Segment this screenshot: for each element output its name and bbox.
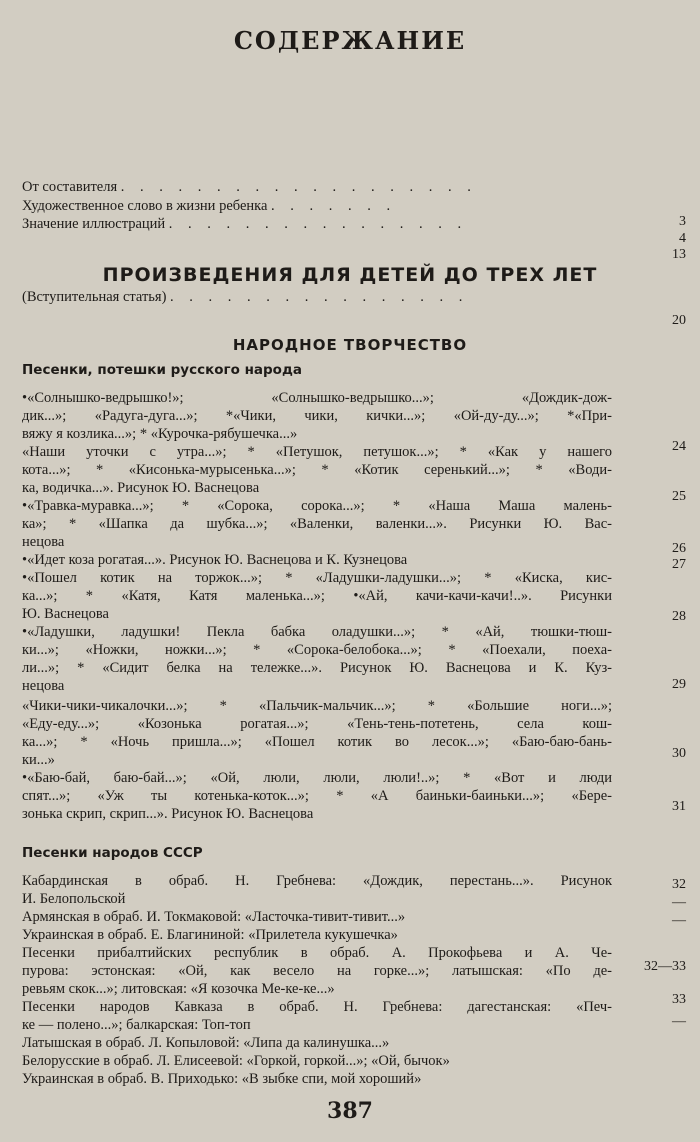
toc-line: Украинская в обраб. В. Приходько: «В зыбке спи, мой хороший» [22, 1071, 422, 1087]
toc-line: •«Идет коза рогатая...». Рисунок Ю. Васнецова и К. Кузнецова [22, 552, 408, 568]
toc-page-number: 24 [672, 439, 686, 454]
toc-line: ки...» [22, 752, 55, 768]
toc-line: Армянская в обраб. И. Токмаковой: «Ласточка-тивит-тивит...» [22, 909, 406, 925]
leader-dots: . . . . . . . . . . . . . . . . . . . [120, 179, 477, 195]
toc-line: спят...»; «Уж ты котенька-коток...»; * «А баиньки-баиньки...»; «Бере- [22, 788, 612, 804]
section-heading: ПРОИЗВЕДЕНИЯ ДЛЯ ДЕТЕЙ ДО ТРЕХ ЛЕТ [102, 264, 598, 286]
toc-line: •«Баю-бай, баю-бай...»; «Ой, люли, люли, люли!..»; * «Вот и люди [22, 770, 612, 786]
page-number: 387 [327, 1098, 373, 1124]
toc-line: нецова [22, 678, 65, 694]
toc-entry-text: Художественное слово в жизни ребенка [22, 198, 268, 214]
toc-line: И. Белопольской [22, 891, 126, 907]
leader-dots: . . . . . . . [271, 198, 397, 214]
toc-line: ка...»; * «Ночь пришла...»; «Пошел котик во лесок...»; «Баю-баю-бань- [22, 734, 612, 750]
toc-line: Кабардинская в обраб. Н. Гребнева: «Дождик, перестань...». Рисунок [22, 873, 612, 889]
toc-line: ка, водичка...». Рисунок Ю. Васнецова [22, 480, 260, 496]
subsection-heading: НАРОДНОЕ ТВОРЧЕСТВО [232, 336, 468, 354]
toc-page-number: 28 [672, 609, 686, 624]
toc-line: •«Травка-муравка...»; * «Сорока, сорока...»; * «Наша Маша малень- [22, 498, 612, 514]
group-heading: Песенки народов СССР [22, 845, 203, 861]
toc-page-number: 29 [672, 677, 686, 692]
toc-entry [22, 288, 622, 306]
toc-line: нецова [22, 534, 65, 550]
toc-line: «Еду-еду...»; «Козонька рогатая...»; «Тень-тень-потетень, села кош- [22, 716, 612, 732]
toc-line: •«Пошел котик на торжок...»; * «Ладушки-ладушки...»; * «Киска, кис- [22, 570, 612, 586]
toc-page-number: 20 [672, 313, 686, 328]
toc-page-number: 33 [672, 992, 686, 1007]
toc-page-number: 13 [672, 247, 686, 262]
toc-page-number: — [672, 913, 686, 928]
toc-page-number: 32 [672, 877, 686, 892]
toc-entry [22, 178, 622, 196]
toc-page-number: 31 [672, 799, 686, 814]
toc-entry-text: От составителя [22, 179, 118, 195]
toc-line: «Чики-чики-чикалочки...»; * «Пальчик-мальчик...»; * «Большие ноги...»; [22, 698, 612, 714]
toc-line: •«Солнышко-ведрышко!»; «Солнышко-ведрышко...»; «Дождик-дож- [22, 390, 612, 406]
toc-line: ли...»; * «Сидит белка на тележке...». Рисунок Ю. Васнецова и К. Куз- [22, 660, 612, 676]
toc-page-number: 3 [679, 214, 686, 229]
toc-entry [22, 215, 622, 233]
toc-entry [22, 197, 622, 215]
toc-line: Украинская в обраб. Е. Благининой: «Прилетела кукушечка» [22, 927, 398, 943]
toc-line: Песенки народов Кавказа в обраб. Н. Гребнева: дагестанская: «Печ- [22, 999, 612, 1015]
toc-page-number: 27 [672, 557, 686, 572]
toc-line: Белорусские в обраб. Л. Елисеевой: «Горкой, горкой...»; «Ой, бычок» [22, 1053, 450, 1069]
toc-line: вяжу я козлика...»; * «Курочка-рябушечка...» [22, 426, 298, 442]
toc-line: зонька скрип, скрип...». Рисунок Ю. Васнецова [22, 806, 314, 822]
leader-dots: . . . . . . . . . . . . . . . . [170, 289, 469, 305]
toc-line: Ю. Васнецова [22, 606, 109, 622]
toc-page-number: 30 [672, 746, 686, 761]
toc-line: •«Ладушки, ладушки! Пекла бабка оладушки...»; * «Ай, тюшки-тюш- [22, 624, 612, 640]
page-title: СОДЕРЖАНИЕ [233, 26, 467, 55]
toc-page-number: — [672, 895, 686, 910]
toc-page-number: 25 [672, 489, 686, 504]
toc-page-number: 26 [672, 541, 686, 556]
toc-line: ка...»; * «Катя, Катя маленька...»; •«Ай, качи-качи-качи!..». Рисунки [22, 588, 612, 604]
toc-page-number: 32—33 [644, 959, 686, 974]
toc-entry-text: Значение иллюстраций [22, 216, 166, 232]
toc-line: ке — полено...»; балкарская: Топ-топ [22, 1017, 251, 1033]
toc-line: Латышская в обраб. Л. Копыловой: «Липа да калинушка...» [22, 1035, 390, 1051]
toc-line: ка»; * «Шапка да шубка...»; «Валенки, валенки...». Рисунки Ю. Вас- [22, 516, 612, 532]
leader-dots: . . . . . . . . . . . . . . . . [168, 216, 468, 232]
group-heading: Песенки, потешки русского народа [22, 362, 302, 378]
toc-line: дик...»; «Радуга-дуга...»; *«Чики, чики, кички...»; «Ой-ду-ду...»; *«При- [22, 408, 612, 424]
toc-line: «Наши уточки с утра...»; * «Петушок, петушок...»; * «Как у нашего [22, 444, 612, 460]
toc-line: ки...»; «Ножки, ножки...»; * «Сорока-белобока...»; * «Поехали, поеха- [22, 642, 612, 658]
toc-line: кота...»; * «Кисонька-мурысенька...»; * «Котик серенький...»; * «Води- [22, 462, 612, 478]
toc-line: Песенки прибалтийских республик в обраб. А. Прокофьева и А. Че- [22, 945, 612, 961]
toc-page-number: 4 [679, 231, 686, 246]
toc-page-number: — [672, 1014, 686, 1029]
toc-entry-text: (Вступительная статья) [22, 289, 167, 305]
toc-line: ревьям скок...»; литовская: «Я козочка Ме-ке-ке...» [22, 981, 335, 997]
toc-line: пурова: эстонская: «Ой, как весело на горке...»; латышская: «По де- [22, 963, 612, 979]
